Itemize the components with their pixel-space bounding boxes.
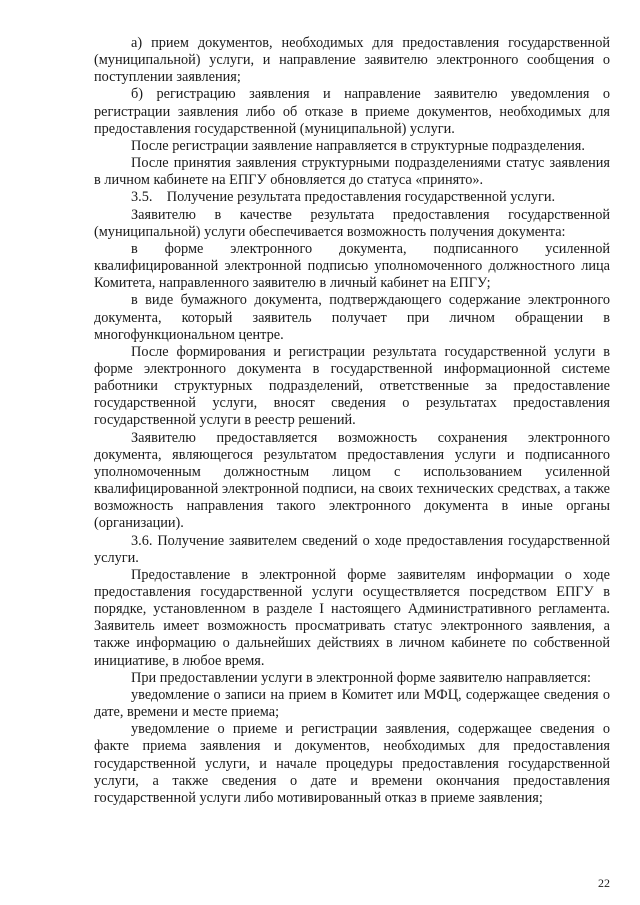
paragraph-notifications-intro: При предоставлении услуги в электронной форме заявителю направляется: [131,669,591,686]
paragraph-result-registry: После формирования и регистрации результата государственной услуги в форме электронного документа в государственной информационной системе работники структурных подразделений, ответственные за предоставление государственной услуги, вносят сведения о результатах предоставления государственной услуги в реестр решений. [94,343,610,429]
paragraph-document-saving: Заявителю предоставляется возможность сохранения электронного документа, являющегося результатом предоставления услуги и подписанного уполномоченным должностным лицом с использованием усиленной квалифицированной электронной подписи, на своих технических средствах, а также возможность направления такого электронного документа в иные органы (организации). [94,429,610,532]
paragraph-receipt-notice: уведомление о приеме и регистрации заявления, содержащее сведения о факте приема заявления и документов, необходимых для предоставления государственной услуги, и начале процедуры предоставления государственной услуги, а также сведения о дате и времени окончания предоставления государственной услуги либо мотивированный отказ в приеме заявления; [94,721,610,806]
paragraph-appointment-notice: уведомление о записи на прием в Комитет или МФЦ, содержащее сведения о дате, времени и месте приема; [94,686,610,721]
paragraph-status-update: После принятия заявления структурными подразделениями статус заявления в личном кабинете на ЕПГУ обновляется до статуса «принято». [94,155,610,189]
paragraph-result-options: Заявителю в качестве результата предоставления государственной (муниципальной) услуги обеспечивается возможность получения документа: [94,206,610,240]
section-heading-3-5: 3.5. Получение результата предоставления государственной услуги. [131,189,556,206]
paragraph-electronic-document: в форме электронного документа, подписанного усиленной квалифицированной электронной подписью уполномоченного должностного лица Комитета, направленного заявителю в личный кабинет на ЕПГУ; [94,240,610,292]
paragraph-item-a: а) прием документов, необходимых для предоставления государственной (муниципальной) услуги, и направление заявителю электронного сообщения о поступлении заявления; [94,35,610,86]
section-heading-3-6: 3.6. Получение заявителем сведений о ходе предоставления государственной услуги. [94,532,610,566]
paragraph-progress-info: Предоставление в электронной форме заявителям информации о ходе предоставления государственной услуги осуществляется посредством ЕПГУ в порядке, установленном в разделе I настоящего Административного регламента. Заявитель имеет возможность просматривать статус электронного заявления, а также информацию о дальнейших действиях в личном кабинете по собственной инициативе, в любое время. [94,566,610,669]
paragraph-paper-document: в виде бумажного документа, подтверждающего содержание электронного документа, который заявитель получает при личном обращении в многофункциональном центре. [94,292,610,343]
page-number: 22 [598,876,610,890]
document-body [94,35,610,807]
paragraph-item-b: б) регистрацию заявления и направление заявителю уведомления о регистрации заявления либо об отказе в приеме документов, необходимых для предоставления государственной (муниципальной) услуги. [94,86,610,137]
paragraph-registration: После регистрации заявление направляется в структурные подразделения. [131,137,585,154]
